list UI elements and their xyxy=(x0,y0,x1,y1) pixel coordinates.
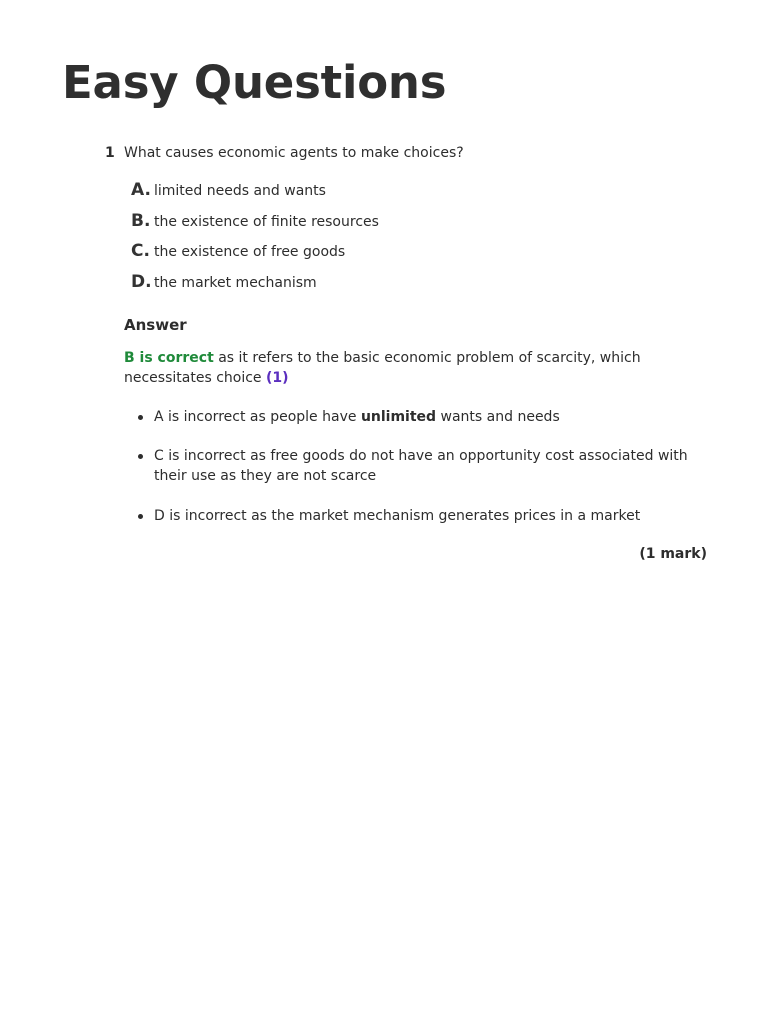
explanation-text: as it refers to the basic economic problem of scarcity, which necessitates choice xyxy=(124,350,641,386)
list-item xyxy=(124,446,709,486)
bullet-bold-text: unlimited xyxy=(360,409,437,425)
question-text: What causes economic agents to make choices? xyxy=(124,145,464,161)
page-title: Easy Questions xyxy=(62,56,447,109)
option-letter: A. xyxy=(131,180,151,200)
bullet-text-before: A is incorrect as people have xyxy=(154,409,361,425)
option-b xyxy=(131,211,379,242)
mark-point: (1) xyxy=(265,370,289,386)
option-text: the market mechanism xyxy=(154,274,317,291)
question-number: 1 xyxy=(105,145,115,161)
option-letter: C. xyxy=(131,241,150,261)
answer-explanation xyxy=(124,348,709,388)
option-d xyxy=(131,272,379,303)
option-text: the existence of finite resources xyxy=(154,213,379,230)
option-a xyxy=(131,180,379,211)
list-item xyxy=(124,506,709,526)
correct-answer-label: B is correct xyxy=(124,350,214,366)
option-text: limited needs and wants xyxy=(154,183,326,199)
option-c xyxy=(131,241,379,272)
option-letter: B. xyxy=(131,210,151,231)
option-text: the existence of free goods xyxy=(154,244,346,260)
marks-label: (1 mark) xyxy=(639,546,707,562)
answer-options xyxy=(131,180,379,302)
bullet-text: D is incorrect as the market mechanism generates prices in a market xyxy=(154,508,641,524)
bullet-text-after: wants and needs xyxy=(436,409,560,425)
answer-heading: Answer xyxy=(124,316,187,334)
incorrect-reasons-list xyxy=(124,407,709,526)
list-item xyxy=(124,407,709,427)
option-letter: D. xyxy=(131,271,152,292)
bullet-text: C is incorrect as free goods do not have an opportunity cost associated with their use as they are not scarce xyxy=(154,448,688,484)
